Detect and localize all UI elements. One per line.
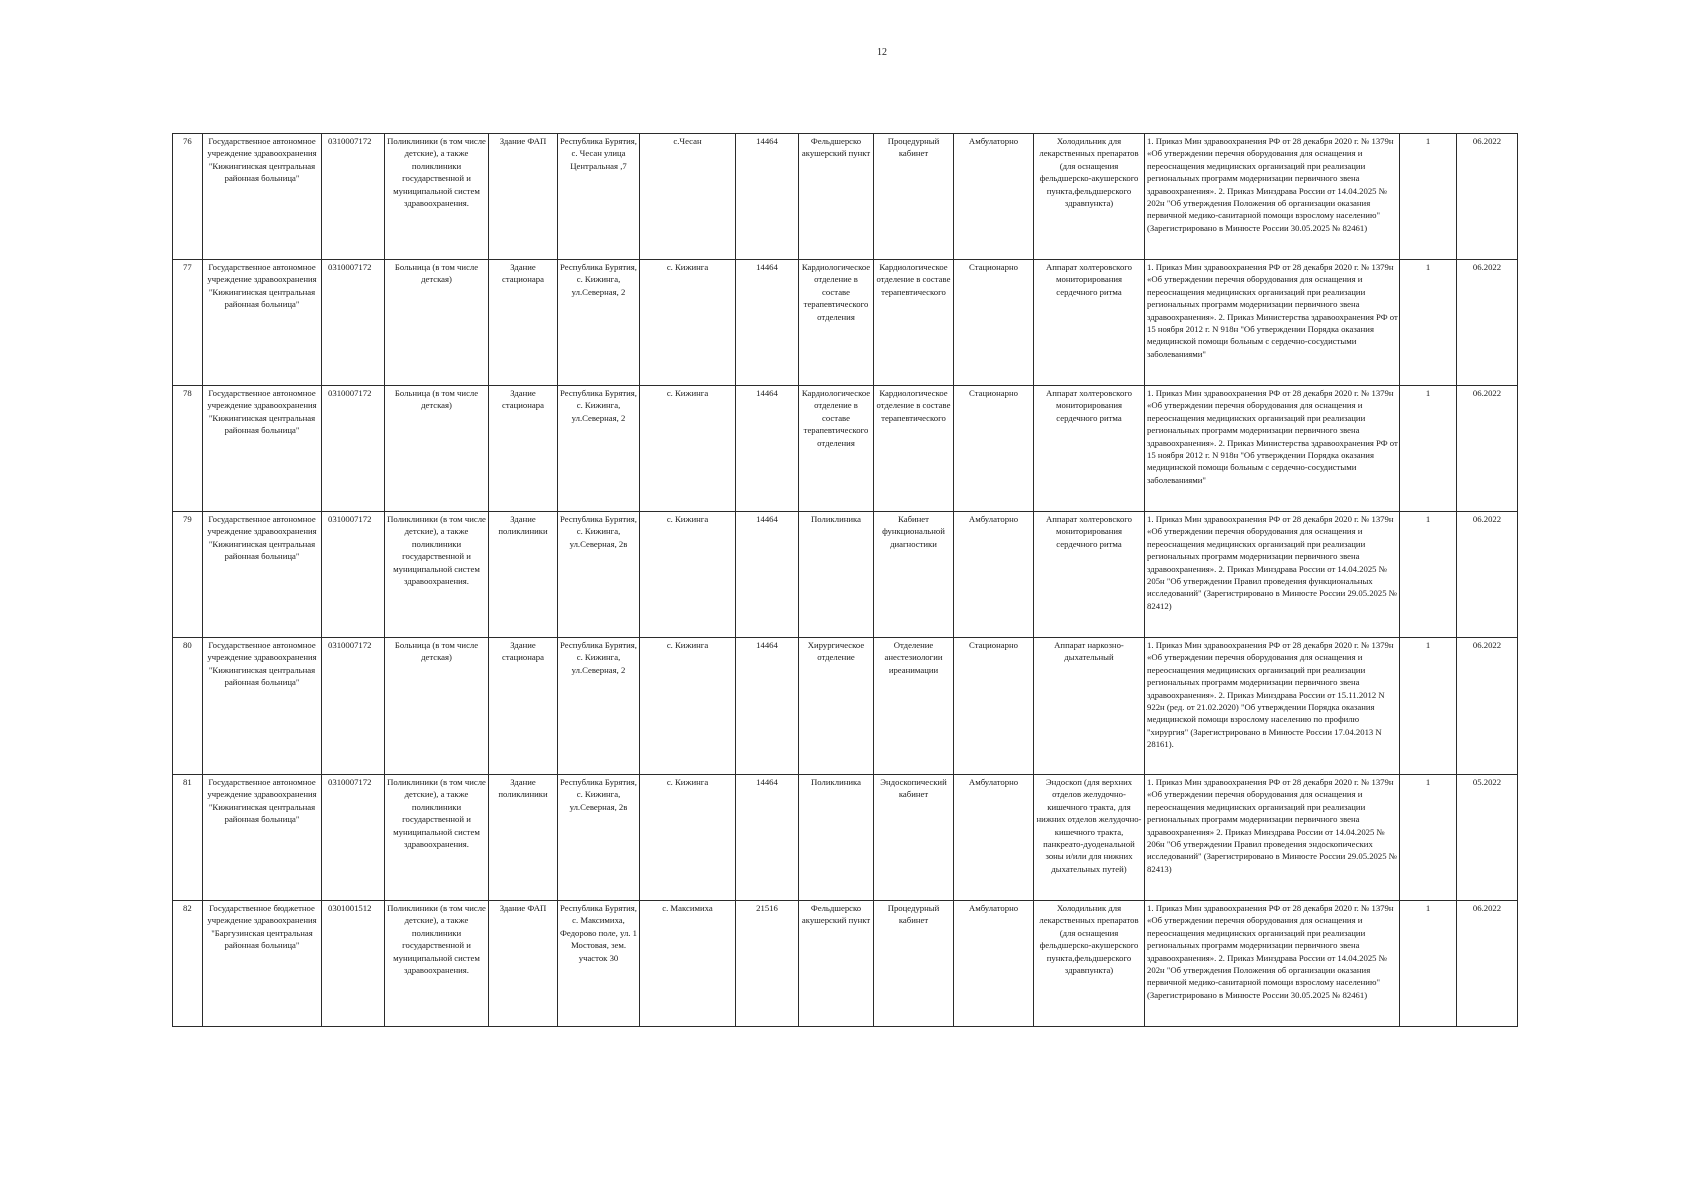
quantity: 1 — [1400, 134, 1457, 260]
table-row — [173, 775, 1518, 901]
room: Процедурный кабинет — [874, 134, 954, 260]
row-number: 78 — [173, 386, 203, 512]
equipment: Аппарат наркозно-дыхательный — [1034, 638, 1145, 775]
care-form: Амбулаторно — [954, 512, 1034, 638]
quantity: 1 — [1400, 260, 1457, 386]
building: Здание стационара — [489, 260, 558, 386]
table-row — [173, 260, 1518, 386]
care-form: Амбулаторно — [954, 775, 1034, 901]
address: Республика Бурятия, с. Кижинга, ул.Северная, 2 — [558, 260, 640, 386]
locality-code: 14464 — [736, 134, 799, 260]
facility-type: Поликлиники (в том числе детские), а также поликлиники государственной и муниципальной систем здравоохранения. — [385, 901, 489, 1027]
building: Здание поликлиники — [489, 775, 558, 901]
organization-name: Государственное бюджетное учреждение здравоохранения "Баргузинская центральная районная больница" — [203, 901, 322, 1027]
locality: с. Кижинга — [640, 386, 736, 512]
date: 06.2022 — [1457, 512, 1518, 638]
locality: с. Кижинга — [640, 638, 736, 775]
locality-code: 14464 — [736, 638, 799, 775]
table-row — [173, 386, 1518, 512]
regulatory-documents: 1. Приказ Мин здравоохранения РФ от 28 декабря 2020 г. № 1379н «Об утверждении перечня оборудования для оснащения и переоснащения медицинских организаций при реализации региональных программ модернизации первичного звена здравоохранения». 2. Приказ Минздрава России от 14.04.2025 № 205н "Об утверждении Правил проведения функциональных исследований" (Зарегистрировано в Минюсте России 29.05.2025 № 82412) — [1145, 512, 1400, 638]
organization-name: Государственное автономное учреждение здравоохранения "Кижингинская центральная районная больница" — [203, 134, 322, 260]
row-number: 80 — [173, 638, 203, 775]
page-number: 12 — [877, 47, 887, 58]
address: Республика Бурятия, с. Чесан улица Центральная ,7 — [558, 134, 640, 260]
organization-code: 0310007172 — [322, 638, 385, 775]
date: 06.2022 — [1457, 638, 1518, 775]
quantity: 1 — [1400, 901, 1457, 1027]
care-form: Стационарно — [954, 638, 1034, 775]
department: Фельдшерско акушерский пункт — [799, 134, 874, 260]
locality: с.Чесан — [640, 134, 736, 260]
table-row — [173, 134, 1518, 260]
equipment: Аппарат холтеровского мониторирования сердечного ритма — [1034, 386, 1145, 512]
department: Фельдшерско акушерский пункт — [799, 901, 874, 1027]
address: Республика Бурятия, с. Кижинга, ул.Северная, 2 — [558, 638, 640, 775]
room: Процедурный кабинет — [874, 901, 954, 1027]
facility-type: Поликлиники (в том числе детские), а также поликлиники государственной и муниципальной систем здравоохранения. — [385, 512, 489, 638]
date: 06.2022 — [1457, 134, 1518, 260]
quantity: 1 — [1400, 775, 1457, 901]
regulatory-documents: 1. Приказ Мин здравоохранения РФ от 28 декабря 2020 г. № 1379н «Об утверждении перечня оборудования для оснащения и переоснащения медицинских организаций при реализации региональных программ модернизации первичного звена здравоохранения». 2. Приказ Минздрава России от 14.04.2025 № 202н "Об утверждения Положения об организации оказания первичной медико-санитарной помощи взрослому населению" (Зарегистрировано в Минюсте России 30.05.2025 № 82461) — [1145, 134, 1400, 260]
care-form: Стационарно — [954, 386, 1034, 512]
row-number: 79 — [173, 512, 203, 638]
quantity: 1 — [1400, 512, 1457, 638]
department: Поликлиника — [799, 512, 874, 638]
regulatory-documents: 1. Приказ Мин здравоохранения РФ от 28 декабря 2020 г. № 1379н «Об утверждении перечня оборудования для оснащения и переоснащения медицинских организаций при реализации региональных программ модернизации первичного звена здравоохранения». 2. Приказ Минздрава России от 15.11.2012 N 922н (ред. от 21.02.2020) "Об утверждении Порядка оказания медицинской помощи взрослому населению по профилю "хирургия" (Зарегистрировано в Минюсте России 17.04.2013 N 28161). — [1145, 638, 1400, 775]
address: Республика Бурятия, с. Кижинга, ул.Северная, 2в — [558, 512, 640, 638]
regulatory-documents: 1. Приказ Мин здравоохранения РФ от 28 декабря 2020 г. № 1379н «Об утверждении перечня оборудования для оснащения и переоснащения медицинских организаций при реализации региональных программ модернизации первичного звена здравоохранения» 2. Приказ Минздрава России от 14.04.2025 № 206н "Об утверждении Правил проведения эндоскопических исследований" (Зарегистрировано в Минюсте России 29.05.2025 № 82413) — [1145, 775, 1400, 901]
department: Хирургическое отделение — [799, 638, 874, 775]
equipment: Эндоскоп (для верхних отделов желудочно-кишечного тракта, для нижних отделов желудочно-кишечного тракта, панкреато-дуоденальной зоны и/или для нижних дыхательных путей) — [1034, 775, 1145, 901]
equipment: Аппарат холтеровского мониторирования сердечного ритма — [1034, 512, 1145, 638]
quantity: 1 — [1400, 386, 1457, 512]
room: Отделение анестезиологии иреанимации — [874, 638, 954, 775]
room: Кабинет функциональной диагностики — [874, 512, 954, 638]
date: 06.2022 — [1457, 901, 1518, 1027]
locality-code: 21516 — [736, 901, 799, 1027]
organization-code: 0310007172 — [322, 386, 385, 512]
table-row — [173, 638, 1518, 775]
care-form: Амбулаторно — [954, 901, 1034, 1027]
date: 06.2022 — [1457, 260, 1518, 386]
facility-type: Больница (в том числе детская) — [385, 260, 489, 386]
row-number: 77 — [173, 260, 203, 386]
table-row — [173, 901, 1518, 1027]
room: Кардиологическое отделение в составе терапевтического — [874, 386, 954, 512]
organization-name: Государственное автономное учреждение здравоохранения "Кижингинская центральная районная больница" — [203, 260, 322, 386]
care-form: Амбулаторно — [954, 134, 1034, 260]
regulatory-documents: 1. Приказ Мин здравоохранения РФ от 28 декабря 2020 г. № 1379н «Об утверждении перечня оборудования для оснащения и переоснащения медицинских организаций при реализации региональных программ модернизации первичного звена здравоохранения». 2. Приказ Минздрава России от 14.04.2025 № 202н "Об утверждения Положения об организации оказания первичной медико-санитарной помощи взрослому населению" (Зарегистрировано в Минюсте России 30.05.2025 № 82461) — [1145, 901, 1400, 1027]
equipment-register-table — [172, 133, 1518, 1027]
locality: с. Кижинга — [640, 260, 736, 386]
building: Здание стационара — [489, 386, 558, 512]
row-number: 76 — [173, 134, 203, 260]
organization-code: 0301001512 — [322, 901, 385, 1027]
building: Здание поликлиники — [489, 512, 558, 638]
locality-code: 14464 — [736, 386, 799, 512]
organization-code: 0310007172 — [322, 134, 385, 260]
date: 05.2022 — [1457, 775, 1518, 901]
organization-name: Государственное автономное учреждение здравоохранения "Кижингинская центральная районная больница" — [203, 775, 322, 901]
date: 06.2022 — [1457, 386, 1518, 512]
locality-code: 14464 — [736, 512, 799, 638]
address: Республика Бурятия, с. Кижинга, ул.Северная, 2 — [558, 386, 640, 512]
equipment: Аппарат холтеровского мониторирования сердечного ритма — [1034, 260, 1145, 386]
regulatory-documents: 1. Приказ Мин здравоохранения РФ от 28 декабря 2020 г. № 1379н «Об утверждении перечня оборудования для оснащения и переоснащения медицинских организаций при реализации региональных программ модернизации первичного звена здравоохранения». 2. Приказ Министерства здравоохранения РФ от 15 ноября 2012 г. N 918н "Об утверждении Порядка оказания медицинской помощи больным с сердечно-сосудистыми заболеваниями" — [1145, 260, 1400, 386]
building: Здание ФАП — [489, 134, 558, 260]
organization-code: 0310007172 — [322, 512, 385, 638]
row-number: 81 — [173, 775, 203, 901]
locality-code: 14464 — [736, 775, 799, 901]
facility-type: Поликлиники (в том числе детские), а также поликлиники государственной и муниципальной систем здравоохранения. — [385, 134, 489, 260]
facility-type: Больница (в том числе детская) — [385, 386, 489, 512]
facility-type: Больница (в том числе детская) — [385, 638, 489, 775]
organization-code: 0310007172 — [322, 775, 385, 901]
room: Кардиологическое отделение в составе терапевтического — [874, 260, 954, 386]
row-number: 82 — [173, 901, 203, 1027]
table-row — [173, 512, 1518, 638]
organization-name: Государственное автономное учреждение здравоохранения "Кижингинская центральная районная больница" — [203, 512, 322, 638]
department: Кардиологическое отделение в составе терапевтического отделения — [799, 386, 874, 512]
organization-name: Государственное автономное учреждение здравоохранения "Кижингинская центральная районная больница" — [203, 386, 322, 512]
equipment: Холодильник для лекарственных препаратов (для оснащения фельдшерско-акушерского пункта,фельдшерского здравпункта) — [1034, 134, 1145, 260]
locality: с. Кижинга — [640, 775, 736, 901]
care-form: Стационарно — [954, 260, 1034, 386]
locality-code: 14464 — [736, 260, 799, 386]
locality: с. Максимиха — [640, 901, 736, 1027]
locality: с. Кижинга — [640, 512, 736, 638]
equipment: Холодильник для лекарственных препаратов (для оснащения фельдшерско-акушерского пункта,фельдшерского здравпункта) — [1034, 901, 1145, 1027]
department: Кардиологическое отделение в составе терапевтического отделения — [799, 260, 874, 386]
room: Эндоскопический кабинет — [874, 775, 954, 901]
building: Здание стационара — [489, 638, 558, 775]
organization-name: Государственное автономное учреждение здравоохранения "Кижингинская центральная районная больница" — [203, 638, 322, 775]
facility-type: Поликлиники (в том числе детские), а также поликлиники государственной и муниципальной систем здравоохранения. — [385, 775, 489, 901]
address: Республика Бурятия, с. Кижинга, ул.Северная, 2в — [558, 775, 640, 901]
address: Республика Бурятия, с. Максимиха, Федорово поле, ул. 1 Мостовая, зем. участок 30 — [558, 901, 640, 1027]
department: Поликлиника — [799, 775, 874, 901]
quantity: 1 — [1400, 638, 1457, 775]
regulatory-documents: 1. Приказ Мин здравоохранения РФ от 28 декабря 2020 г. № 1379н «Об утверждении перечня оборудования для оснащения и переоснащения медицинских организаций при реализации региональных программ модернизации первичного звена здравоохранения». 2. Приказ Министерства здравоохранения РФ от 15 ноября 2012 г. N 918н "Об утверждении Порядка оказания медицинской помощи больным с сердечно-сосудистыми заболеваниями" — [1145, 386, 1400, 512]
building: Здание ФАП — [489, 901, 558, 1027]
organization-code: 0310007172 — [322, 260, 385, 386]
